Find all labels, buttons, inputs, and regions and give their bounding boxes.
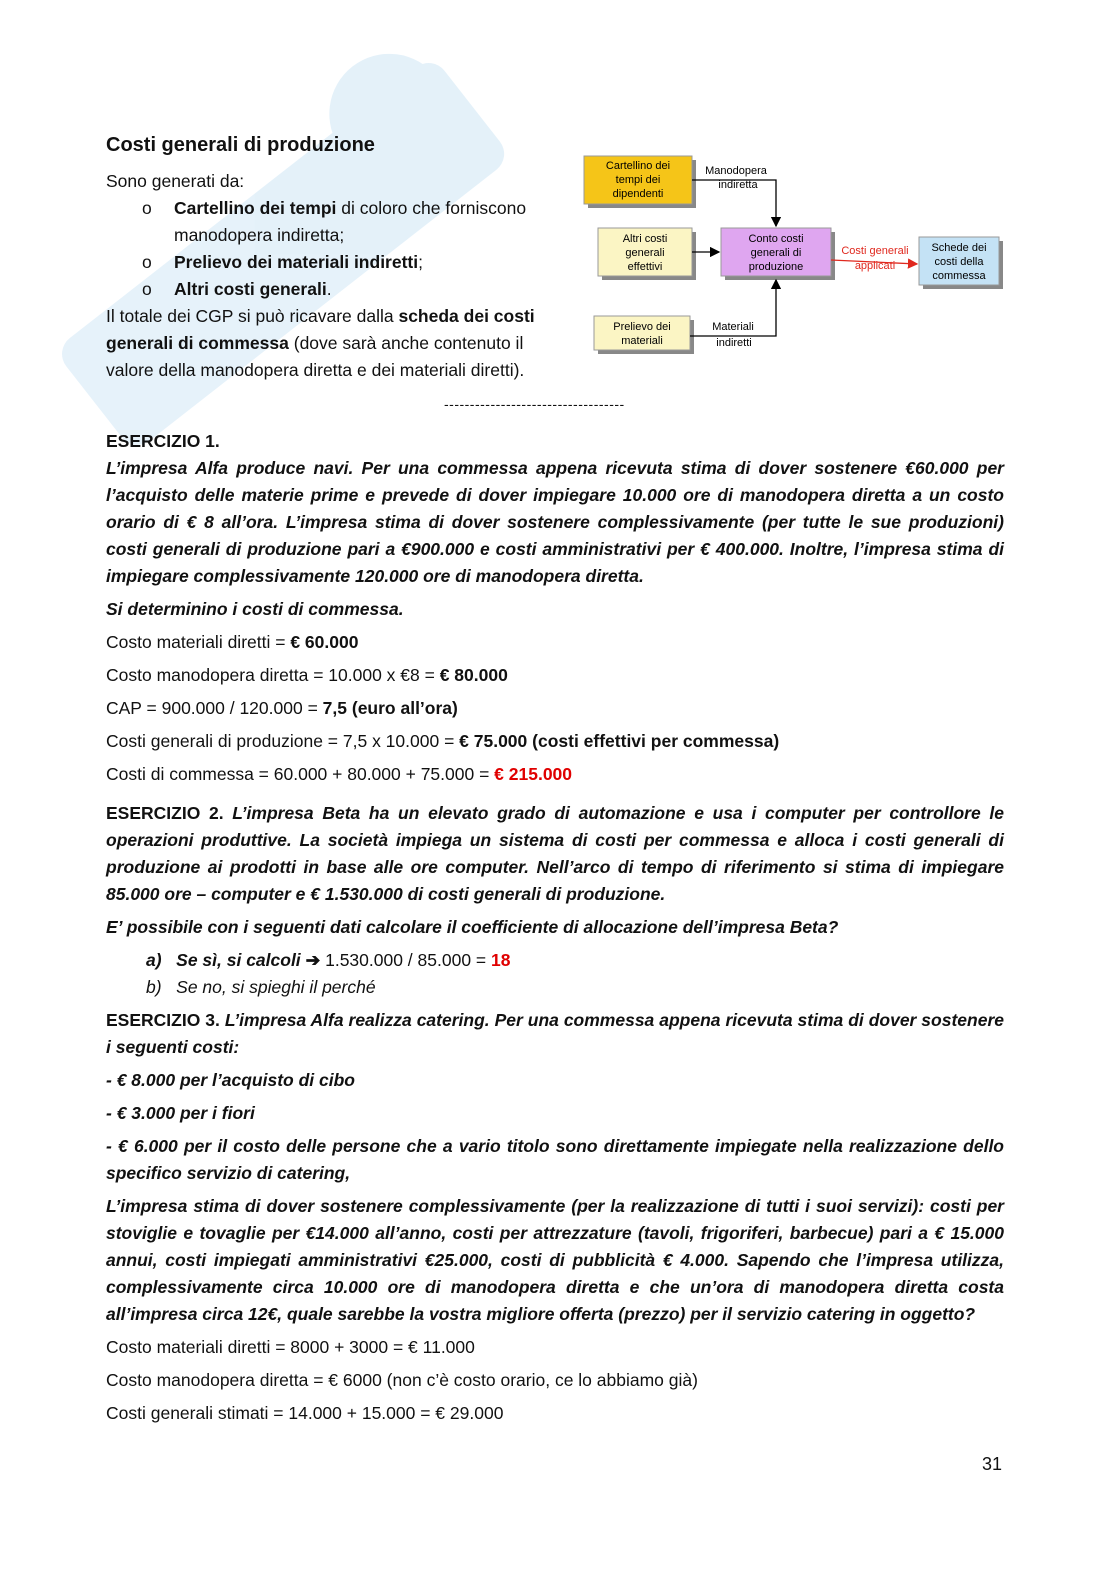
es2-question: E’ possibile con i seguenti dati calcolare il coefficiente di allocazione dell’impresa Beta? [106,917,839,937]
svg-text:applicati: applicati [854,260,896,272]
intro-line: Sono generati da: [106,171,245,191]
svg-text:Schede dei: Schede dei [931,242,987,254]
cost-flow-diagram [578,150,1008,360]
svg-text:indiretti: indiretti [716,337,752,349]
es3-result: Costo materiali diretti = 8000 + 3000 = € 11.000 [106,1337,475,1357]
arrow-manodopera [692,165,776,226]
section-intro [106,168,566,384]
es1-heading: ESERCIZIO 1. [106,431,220,451]
svg-text:costi della: costi della [934,256,984,268]
total-paragraph: Il totale dei CGP si può ricavare dalla scheda dei costi generali di commessa (dove sarà anche contenuto il valore della manodopera diretta e dei materiali diretti). [106,306,535,380]
es3-result: Costi generali stimati = 14.000 + 15.000 = € 29.000 [106,1403,504,1423]
exercises [106,428,1004,1427]
es2-option-a: a) Se sì, si calcoli ➔ 1.530.000 / 85.000 = 18 [146,950,511,970]
es1-text: L’impresa Alfa produce navi. Per una commessa appena ricevuta stima di dover sostenere €60.000 per l’acquisto delle materie prime e prevede di dover impiegare 10.000 ore di manodopera diretta a un costo orario di € 8 all’ora. L’impresa stima di dover sostenere complessivamente (per tutte le sue produzioni) costi generali di produzione pari a €900.000 e costi amministrativi per € 400.000. Inoltre, l’impresa stima di impiegare complessivamente 120.000 ore di manodopera diretta. [106,458,1004,586]
es3-text: ESERCIZIO 3. L’impresa Alfa realizza catering. Per una commessa appena ricevuta stima di dover sostenere i seguenti costi: [106,1010,1004,1057]
list-item: o Cartellino dei tempi di coloro che forniscono manodopera indiretta; [142,195,566,249]
es1-line: Costi generali di produzione = 7,5 x 10.000 = € 75.000 (costi effettivi per commessa) [106,731,780,751]
es2-option-b: b) Se no, si spieghi il perché [146,977,376,997]
es2-text: ESERCIZIO 2. L’impresa Beta ha un elevato grado di automazione e usa i computer per controllore le operazioni produttive. La società impiega un sistema di costi per commessa e alloca i costi generali di produzione ai prodotti in base alle ore computer. Nell’arco di tempo di riferimento si stima di impiegare 85.000 ore – computer e € 1.530.000 di costi generali di produzione. [106,803,1004,904]
svg-text:generali: generali [625,247,665,259]
es3-cost-food: - € 8.000 per l’acquisto di cibo [106,1070,355,1090]
svg-text:Prelievo dei: Prelievo dei [613,321,671,333]
list-item: o Prelievo dei materiali indiretti; [142,249,566,276]
svg-text:effettivi: effettivi [627,261,663,273]
svg-text:produzione: produzione [748,261,804,273]
es3-text2: L’impresa stima di dover sostenere complessivamente (per la realizzazione di tutti i suoi servizi): costi per stoviglie e tovaglie per €14.000 all’anno, costi per attrezzature (tavoli, frigoriferi, barbecue) pari a € 15.000 annui, costi impiegati amministrativi €25.000, costi di pubblicità € 4.000. Sapendo che l’impresa utilizza, complessivamente circa 10.000 ore di manodopera diretta e che un’ora di manodopera diretta costa all’impresa circa 12€, quale sarebbe la vostra migliore offerta (prezzo) per il servizio catering in oggetto? [106,1196,1004,1324]
box-conto-costi [721,228,835,280]
arrow-materiali [690,280,776,349]
es1-line: CAP = 900.000 / 120.000 = 7,5 (euro all’ora) [106,698,458,718]
es1-line: Costo materiali diretti = € 60.000 [106,632,359,652]
arrow-applicati [831,245,917,272]
es1-line: Costi di commessa = 60.000 + 80.000 + 75.000 = € 215.000 [106,764,573,784]
svg-text:commessa: commessa [932,270,986,282]
svg-text:indiretta: indiretta [718,179,758,191]
box-altri-costi [598,228,696,280]
es3-cost-flowers: - € 3.000 per i fiori [106,1103,255,1123]
box-schede [919,237,1003,289]
section-title: Costi generali di produzione [106,134,375,156]
svg-text:generali di: generali di [750,247,802,259]
svg-text:Costi generali: Costi generali [841,245,909,257]
page-number: 31 [982,1454,1003,1474]
es1-line: Costo manodopera diretta = 10.000 x €8 = € 80.000 [106,665,508,685]
es1-question: Si determinino i costi di commessa. [106,599,404,619]
source-list [106,195,566,303]
separator: ----------------------------------- [444,396,625,412]
es3-result: Costo manodopera diretta = € 6000 (non c’è costo orario, ce lo abbiamo già) [106,1370,698,1390]
svg-text:dipendenti: dipendenti [612,188,664,200]
svg-text:Altri costi: Altri costi [622,233,668,245]
box-prelievo [594,316,694,354]
svg-text:Conto costi: Conto costi [748,233,804,245]
list-item: o Altri costi generali. [142,276,566,303]
es3-cost-people: - € 6.000 per il costo delle persone che a vario titolo sono direttamente impiegate nella realizzazione dello specifico servizio di catering, [106,1136,1004,1183]
box-cartellino [584,156,696,208]
svg-text:materiali: materiali [621,335,663,347]
svg-text:tempi dei: tempi dei [615,174,661,186]
svg-text:Cartellino dei: Cartellino dei [605,160,671,172]
svg-text:Manodopera: Manodopera [705,165,767,177]
svg-text:Materiali: Materiali [712,321,754,333]
